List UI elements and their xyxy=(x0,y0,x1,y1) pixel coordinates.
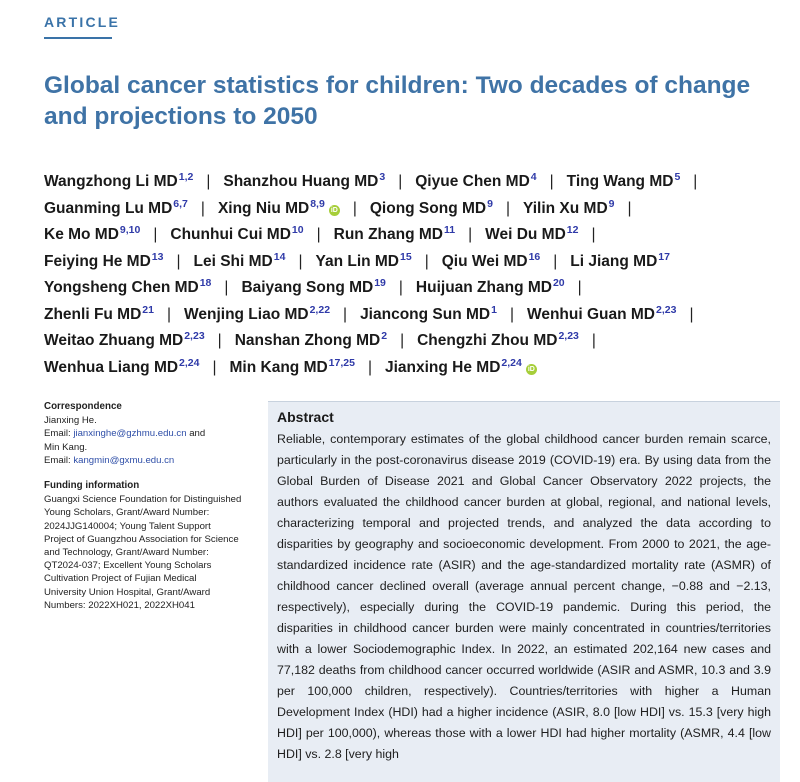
author-separator: | xyxy=(398,173,403,190)
correspondence-name-1: Jianxing He. xyxy=(44,415,97,427)
author-separator: | xyxy=(176,252,181,270)
author-list xyxy=(44,164,784,376)
abstract-text: Reliable, contemporary estimates of the global childhood cancer burden remain scarce, particularly in the post-coronavirus disease 2019 (COVID-19) era. By using data from the Global Burden of Disease 2021 and Global Cancer Observatory 2022 projects, the authors evaluated the childhood cancer burden at global, regional, and national levels, characterizing temporal and projected trends, and analyzed the data according to disparities by geography and socioeconomic development. From 2000 to 2021, the age-standardized incidence rate (ASIR) and the age-standardized mortality rate (ASMR) of childhood cancer declined overall (average annual percent change, −0.88 and −2.13, respectively), especially during the COVID-19 pandemic. During this period, the disparities in childhood cancer burden were mainly concentrated in countries/territories with a lower Sociodemographic Index. In 2022, an estimated 202,164 new cases and 77,182 deaths from childhood cancer occurred worldwide (ASIR and ASMR, 10.3 and 3.9 per 100,000 children, respectively). Countries/territories with higher a Human Development Index (HDI) had a higher incidence (ASIR, 8.0 [low HDI] vs. 15.3 [very high HDI] per 100,000), whereas those with a lower HDI had higher mortality (ASMR, 4.4 [low HDI] vs. 2.8 [very high xyxy=(277,432,771,761)
author-separator: | xyxy=(352,199,357,217)
author-affiliation[interactable]: 2,23 xyxy=(656,303,677,316)
abstract-heading: Abstract xyxy=(277,409,334,425)
author-affiliation[interactable]: 20 xyxy=(552,277,565,289)
correspondence-block xyxy=(44,400,254,467)
author-affiliation[interactable]: 21 xyxy=(142,303,154,316)
funding-line: Project of Guangzhou Association for Science xyxy=(44,533,239,545)
author-separator: | xyxy=(298,252,303,270)
author-name: Run Zhang MD xyxy=(333,226,443,243)
author-separator: | xyxy=(166,305,172,323)
author-affiliation[interactable]: 2,24 xyxy=(179,356,200,369)
author-affiliation[interactable]: 18 xyxy=(199,277,212,289)
funding-line: University Union Hospital, Grant/Award xyxy=(44,586,211,598)
correspondence-email-line-1 xyxy=(44,427,254,440)
author-line xyxy=(44,350,784,377)
author-name: Weitao Zhuang MD xyxy=(44,332,184,349)
author-separator: | xyxy=(577,279,582,296)
author-affiliation[interactable]: 6,7 xyxy=(173,197,188,210)
author-affiliation[interactable]: 9 xyxy=(608,197,615,210)
article-type-label: ARTICLE xyxy=(44,14,121,30)
author-separator: | xyxy=(591,226,596,243)
author-name: Ting Wang MD xyxy=(566,173,674,190)
author-separator: | xyxy=(224,279,229,296)
funding-line: and Technology, Grant/Award Number: xyxy=(44,547,209,559)
author-affiliation[interactable]: 17 xyxy=(658,250,670,263)
author-name: Qiu Wei MD xyxy=(441,252,528,270)
funding-line: Young Scholars, Grant/Award Number: xyxy=(44,507,210,519)
author-name: Guanming Lu MD xyxy=(44,199,173,217)
author-separator: | xyxy=(509,305,514,323)
title-line-1: Global cancer statistics for children: Two decades of change xyxy=(44,72,751,99)
author-separator: | xyxy=(398,279,403,296)
author-affiliation[interactable]: 14 xyxy=(273,250,286,263)
author-name: Yan Lin MD xyxy=(315,252,400,270)
author-affiliation[interactable]: 2 xyxy=(381,330,388,342)
funding-heading: Funding information xyxy=(44,480,140,492)
author-name: Yongsheng Chen MD xyxy=(44,279,199,296)
author-name: Wenjing Liao MD xyxy=(184,305,309,323)
funding-block xyxy=(44,479,254,612)
funding-line: Cultivation Project of Fujian Medical xyxy=(44,573,197,585)
author-name: Jianxing He MD xyxy=(384,358,501,376)
author-name: Li Jiang MD xyxy=(570,252,658,270)
author-name: Feiying He MD xyxy=(44,252,151,270)
author-name: Min Kang MD xyxy=(229,358,328,376)
author-affiliation[interactable]: 19 xyxy=(374,277,386,289)
funding-line: Numbers: 2022XH021, 2022XH041 xyxy=(44,599,195,611)
author-name: Zhenli Fu MD xyxy=(44,305,142,323)
author-separator: | xyxy=(206,173,211,190)
author-name: Qiong Song MD xyxy=(369,199,487,217)
author-line xyxy=(44,164,784,191)
author-separator: | xyxy=(153,226,158,243)
author-separator: | xyxy=(553,252,558,270)
correspondence-heading: Correspondence xyxy=(44,401,122,412)
author-name: Ke Mo MD xyxy=(44,226,119,243)
author-affiliation[interactable]: 5 xyxy=(674,171,681,183)
author-affiliation[interactable]: 4 xyxy=(530,171,537,183)
sidebar-info xyxy=(44,400,254,624)
author-line xyxy=(44,323,784,350)
author-separator: | xyxy=(549,173,554,190)
email-link-1[interactable]: jianxinghe@gzhmu.edu.cn xyxy=(73,428,187,440)
correspondence-email-line-2 xyxy=(44,454,254,467)
author-separator: | xyxy=(627,199,632,217)
funding-line: Guangxi Science Foundation for Distinguished xyxy=(44,494,242,506)
author-affiliation[interactable]: 3 xyxy=(379,171,386,183)
abstract-box xyxy=(268,401,780,782)
author-separator: | xyxy=(212,358,217,376)
author-affiliation[interactable]: 1,2 xyxy=(178,171,194,183)
author-affiliation[interactable]: 9,10 xyxy=(119,224,141,236)
author-name: Wenhui Guan MD xyxy=(526,305,655,323)
author-affiliation[interactable]: 8,9 xyxy=(310,197,325,210)
author-affiliation[interactable]: 2,22 xyxy=(309,303,331,316)
author-affiliation[interactable]: 16 xyxy=(528,250,541,263)
author-name: Xing Niu MD xyxy=(217,199,310,217)
author-separator: | xyxy=(468,226,473,243)
author-separator: | xyxy=(693,173,698,190)
author-name: Wangzhong Li MD xyxy=(44,173,178,190)
email-label: Email: xyxy=(44,428,74,440)
author-separator: | xyxy=(200,199,205,217)
author-line xyxy=(44,191,784,218)
email-link-2[interactable]: kangmin@gxmu.edu.cn xyxy=(73,454,175,466)
email-label: Email: xyxy=(44,454,74,466)
author-affiliation[interactable]: 2,23 xyxy=(184,330,205,342)
author-name: Huijuan Zhang MD xyxy=(415,279,552,296)
author-name: Yilin Xu MD xyxy=(522,199,608,217)
author-affiliation[interactable]: 15 xyxy=(400,250,412,263)
author-separator: | xyxy=(424,252,429,270)
author-name: Wenhua Liang MD xyxy=(44,358,179,376)
author-line xyxy=(44,270,784,297)
article-title xyxy=(44,70,764,132)
author-separator: | xyxy=(217,332,222,349)
author-line xyxy=(44,244,784,271)
author-separator: | xyxy=(367,358,372,376)
kicker-underline xyxy=(44,37,112,39)
author-name: Jiancong Sun MD xyxy=(360,305,491,323)
author-affiliation[interactable]: 13 xyxy=(151,250,164,263)
author-name: Wei Du MD xyxy=(485,226,566,243)
author-separator: | xyxy=(591,332,596,349)
author-affiliation[interactable]: 1 xyxy=(491,303,497,316)
author-name: Baiyang Song MD xyxy=(241,279,374,296)
author-name: Lei Shi MD xyxy=(193,252,273,270)
author-affiliation[interactable]: 11 xyxy=(443,224,456,236)
author-affiliation[interactable]: 17,25 xyxy=(328,356,355,369)
author-affiliation[interactable]: 9 xyxy=(487,197,493,210)
author-affiliation[interactable]: 2,23 xyxy=(558,330,579,342)
author-separator: | xyxy=(505,199,510,217)
orcid-icon[interactable]: iD xyxy=(330,206,338,214)
author-separator: | xyxy=(343,305,348,323)
author-separator: | xyxy=(316,226,321,243)
author-name: Chunhui Cui MD xyxy=(170,226,291,243)
correspondence-name-2: Min Kang. xyxy=(44,441,88,453)
funding-line: QT2024-037; Excellent Young Scholars xyxy=(44,560,212,572)
author-affiliation[interactable]: 2,24 xyxy=(501,356,522,369)
funding-line: 2024JJG140004; Young Talent Support xyxy=(44,520,211,532)
author-affiliation[interactable]: 12 xyxy=(566,224,579,236)
author-line xyxy=(44,217,784,244)
author-name: Shanzhou Huang MD xyxy=(223,173,379,190)
author-name: Nanshan Zhong MD xyxy=(234,332,381,349)
author-affiliation[interactable]: 10 xyxy=(291,224,304,236)
author-separator: | xyxy=(400,332,405,349)
author-name: Qiyue Chen MD xyxy=(415,173,530,190)
author-line xyxy=(44,297,784,324)
title-line-2: and projections to 2050 xyxy=(44,103,318,130)
email-suffix: and xyxy=(186,428,206,440)
author-separator: | xyxy=(689,305,694,323)
author-name: Chengzhi Zhou MD xyxy=(417,332,558,349)
orcid-icon[interactable]: iD xyxy=(527,365,535,373)
